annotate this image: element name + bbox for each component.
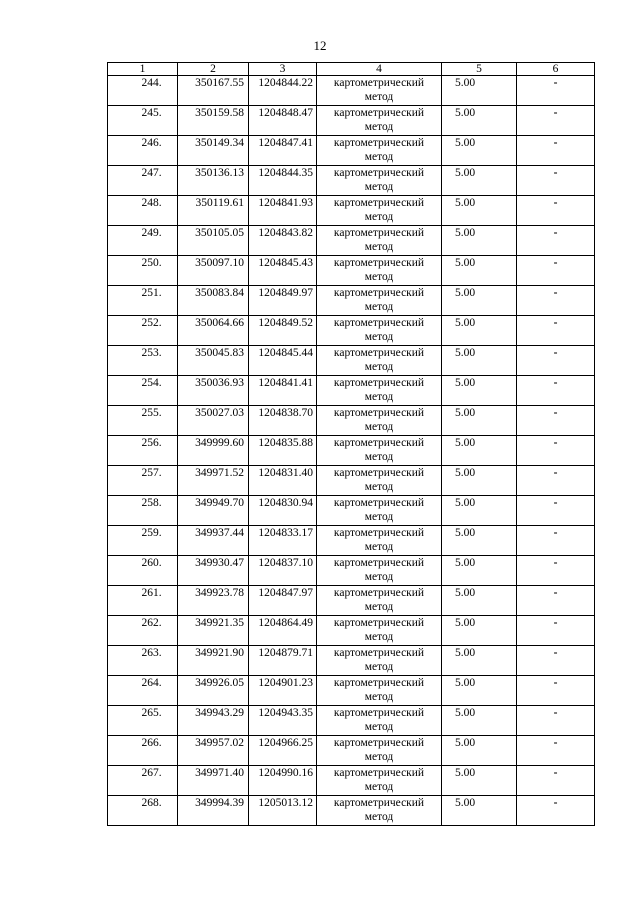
method-cell: картометрический метод (317, 106, 442, 136)
column-header: 3 (249, 63, 317, 76)
point-number-cell: 255. (108, 406, 178, 436)
x-coordinate-cell: 349926.05 (178, 676, 249, 706)
note-cell: - (517, 796, 595, 826)
accuracy-cell: 5.00 (442, 256, 517, 286)
note-cell: - (517, 346, 595, 376)
column-header: 4 (317, 63, 442, 76)
x-coordinate-cell: 350027.03 (178, 406, 249, 436)
method-cell: картометрический метод (317, 586, 442, 616)
method-cell: картометрический метод (317, 316, 442, 346)
y-coordinate-cell: 1204849.52 (249, 316, 317, 346)
x-coordinate-cell: 349949.70 (178, 496, 249, 526)
point-number-cell: 258. (108, 496, 178, 526)
y-coordinate-cell: 1204990.16 (249, 766, 317, 796)
point-number-cell: 244. (108, 76, 178, 106)
point-number-cell: 268. (108, 796, 178, 826)
point-number-cell: 262. (108, 616, 178, 646)
table-row (108, 166, 595, 196)
x-coordinate-cell: 350097.10 (178, 256, 249, 286)
method-cell: картометрический метод (317, 766, 442, 796)
note-cell: - (517, 106, 595, 136)
x-coordinate-cell: 350167.55 (178, 76, 249, 106)
method-cell: картометрический метод (317, 256, 442, 286)
x-coordinate-cell: 350136.13 (178, 166, 249, 196)
x-coordinate-cell: 349957.02 (178, 736, 249, 766)
table-row (108, 586, 595, 616)
accuracy-cell: 5.00 (442, 736, 517, 766)
y-coordinate-cell: 1204841.41 (249, 376, 317, 406)
note-cell: - (517, 556, 595, 586)
table-row (108, 766, 595, 796)
note-cell: - (517, 496, 595, 526)
x-coordinate-cell: 350064.66 (178, 316, 249, 346)
table-row (108, 136, 595, 166)
accuracy-cell: 5.00 (442, 226, 517, 256)
x-coordinate-cell: 349943.29 (178, 706, 249, 736)
x-coordinate-cell: 349999.60 (178, 436, 249, 466)
table-row (108, 436, 595, 466)
accuracy-cell: 5.00 (442, 376, 517, 406)
table-row (108, 556, 595, 586)
y-coordinate-cell: 1204844.22 (249, 76, 317, 106)
table-header-row (108, 63, 595, 76)
note-cell: - (517, 226, 595, 256)
y-coordinate-cell: 1204847.41 (249, 136, 317, 166)
x-coordinate-cell: 349930.47 (178, 556, 249, 586)
y-coordinate-cell: 1204844.35 (249, 166, 317, 196)
page-number: 12 (313, 38, 327, 53)
accuracy-cell: 5.00 (442, 616, 517, 646)
table-row (108, 646, 595, 676)
point-number-cell: 266. (108, 736, 178, 766)
accuracy-cell: 5.00 (442, 496, 517, 526)
method-cell: картометрический метод (317, 676, 442, 706)
y-coordinate-cell: 1204837.10 (249, 556, 317, 586)
table-row (108, 676, 595, 706)
point-number-cell: 261. (108, 586, 178, 616)
accuracy-cell: 5.00 (442, 286, 517, 316)
y-coordinate-cell: 1204845.44 (249, 346, 317, 376)
accuracy-cell: 5.00 (442, 466, 517, 496)
x-coordinate-cell: 349923.78 (178, 586, 249, 616)
note-cell: - (517, 76, 595, 106)
point-number-cell: 252. (108, 316, 178, 346)
table-row (108, 76, 595, 106)
y-coordinate-cell: 1204845.43 (249, 256, 317, 286)
accuracy-cell: 5.00 (442, 346, 517, 376)
table-row (108, 106, 595, 136)
note-cell: - (517, 766, 595, 796)
note-cell: - (517, 376, 595, 406)
column-header: 1 (108, 63, 178, 76)
x-coordinate-cell: 350036.93 (178, 376, 249, 406)
method-cell: картометрический метод (317, 556, 442, 586)
note-cell: - (517, 196, 595, 226)
accuracy-cell: 5.00 (442, 196, 517, 226)
point-number-cell: 248. (108, 196, 178, 226)
table-row (108, 736, 595, 766)
x-coordinate-cell: 349971.40 (178, 766, 249, 796)
point-number-cell: 256. (108, 436, 178, 466)
x-coordinate-cell: 349921.35 (178, 616, 249, 646)
accuracy-cell: 5.00 (442, 76, 517, 106)
method-cell: картометрический метод (317, 706, 442, 736)
method-cell: картометрический метод (317, 436, 442, 466)
table-row (108, 286, 595, 316)
table-row (108, 496, 595, 526)
table-body (108, 76, 595, 826)
table-row (108, 406, 595, 436)
point-number-cell: 260. (108, 556, 178, 586)
point-number-cell: 246. (108, 136, 178, 166)
table-row (108, 256, 595, 286)
accuracy-cell: 5.00 (442, 556, 517, 586)
accuracy-cell: 5.00 (442, 646, 517, 676)
accuracy-cell: 5.00 (442, 406, 517, 436)
accuracy-cell: 5.00 (442, 676, 517, 706)
point-number-cell: 254. (108, 376, 178, 406)
point-number-cell: 264. (108, 676, 178, 706)
y-coordinate-cell: 1204943.35 (249, 706, 317, 736)
note-cell: - (517, 586, 595, 616)
point-number-cell: 259. (108, 526, 178, 556)
point-number-cell: 263. (108, 646, 178, 676)
x-coordinate-cell: 349971.52 (178, 466, 249, 496)
point-number-cell: 251. (108, 286, 178, 316)
note-cell: - (517, 526, 595, 556)
accuracy-cell: 5.00 (442, 166, 517, 196)
point-number-cell: 257. (108, 466, 178, 496)
y-coordinate-cell: 1204879.71 (249, 646, 317, 676)
note-cell: - (517, 166, 595, 196)
y-coordinate-cell: 1204847.97 (249, 586, 317, 616)
accuracy-cell: 5.00 (442, 796, 517, 826)
note-cell: - (517, 286, 595, 316)
table-row (108, 616, 595, 646)
y-coordinate-cell: 1204901.23 (249, 676, 317, 706)
accuracy-cell: 5.00 (442, 766, 517, 796)
y-coordinate-cell: 1204838.70 (249, 406, 317, 436)
note-cell: - (517, 136, 595, 166)
x-coordinate-cell: 350149.34 (178, 136, 249, 166)
method-cell: картометрический метод (317, 466, 442, 496)
note-cell: - (517, 736, 595, 766)
table-row (108, 226, 595, 256)
x-coordinate-cell: 349994.39 (178, 796, 249, 826)
x-coordinate-cell: 350045.83 (178, 346, 249, 376)
table-row (108, 526, 595, 556)
note-cell: - (517, 676, 595, 706)
note-cell: - (517, 646, 595, 676)
method-cell: картометрический метод (317, 406, 442, 436)
table-row (108, 466, 595, 496)
note-cell: - (517, 406, 595, 436)
method-cell: картометрический метод (317, 286, 442, 316)
coordinates-table (107, 62, 595, 826)
point-number-cell: 267. (108, 766, 178, 796)
accuracy-cell: 5.00 (442, 586, 517, 616)
y-coordinate-cell: 1204841.93 (249, 196, 317, 226)
y-coordinate-cell: 1204848.47 (249, 106, 317, 136)
accuracy-cell: 5.00 (442, 316, 517, 346)
method-cell: картометрический метод (317, 796, 442, 826)
method-cell: картометрический метод (317, 136, 442, 166)
y-coordinate-cell: 1204833.17 (249, 526, 317, 556)
point-number-cell: 253. (108, 346, 178, 376)
point-number-cell: 245. (108, 106, 178, 136)
point-number-cell: 247. (108, 166, 178, 196)
table-row (108, 796, 595, 826)
x-coordinate-cell: 350083.84 (178, 286, 249, 316)
method-cell: картометрический метод (317, 376, 442, 406)
method-cell: картометрический метод (317, 346, 442, 376)
y-coordinate-cell: 1204830.94 (249, 496, 317, 526)
method-cell: картометрический метод (317, 616, 442, 646)
x-coordinate-cell: 349921.90 (178, 646, 249, 676)
point-number-cell: 249. (108, 226, 178, 256)
column-header: 5 (442, 63, 517, 76)
note-cell: - (517, 466, 595, 496)
note-cell: - (517, 436, 595, 466)
table-row (108, 316, 595, 346)
y-coordinate-cell: 1204849.97 (249, 286, 317, 316)
method-cell: картометрический метод (317, 526, 442, 556)
method-cell: картометрический метод (317, 496, 442, 526)
method-cell: картометрический метод (317, 226, 442, 256)
method-cell: картометрический метод (317, 736, 442, 766)
note-cell: - (517, 256, 595, 286)
point-number-cell: 250. (108, 256, 178, 286)
y-coordinate-cell: 1204831.40 (249, 466, 317, 496)
point-number-cell: 265. (108, 706, 178, 736)
table-row (108, 376, 595, 406)
y-coordinate-cell: 1205013.12 (249, 796, 317, 826)
note-cell: - (517, 616, 595, 646)
accuracy-cell: 5.00 (442, 706, 517, 736)
y-coordinate-cell: 1204835.88 (249, 436, 317, 466)
accuracy-cell: 5.00 (442, 526, 517, 556)
x-coordinate-cell: 350105.05 (178, 226, 249, 256)
x-coordinate-cell: 350159.58 (178, 106, 249, 136)
accuracy-cell: 5.00 (442, 436, 517, 466)
y-coordinate-cell: 1204966.25 (249, 736, 317, 766)
method-cell: картометрический метод (317, 196, 442, 226)
note-cell: - (517, 706, 595, 736)
method-cell: картометрический метод (317, 76, 442, 106)
table-row (108, 346, 595, 376)
x-coordinate-cell: 349937.44 (178, 526, 249, 556)
accuracy-cell: 5.00 (442, 136, 517, 166)
table-row (108, 196, 595, 226)
method-cell: картометрический метод (317, 166, 442, 196)
column-header: 6 (517, 63, 595, 76)
method-cell: картометрический метод (317, 646, 442, 676)
column-header: 2 (178, 63, 249, 76)
note-cell: - (517, 316, 595, 346)
table-row (108, 706, 595, 736)
y-coordinate-cell: 1204864.49 (249, 616, 317, 646)
y-coordinate-cell: 1204843.82 (249, 226, 317, 256)
accuracy-cell: 5.00 (442, 106, 517, 136)
x-coordinate-cell: 350119.61 (178, 196, 249, 226)
